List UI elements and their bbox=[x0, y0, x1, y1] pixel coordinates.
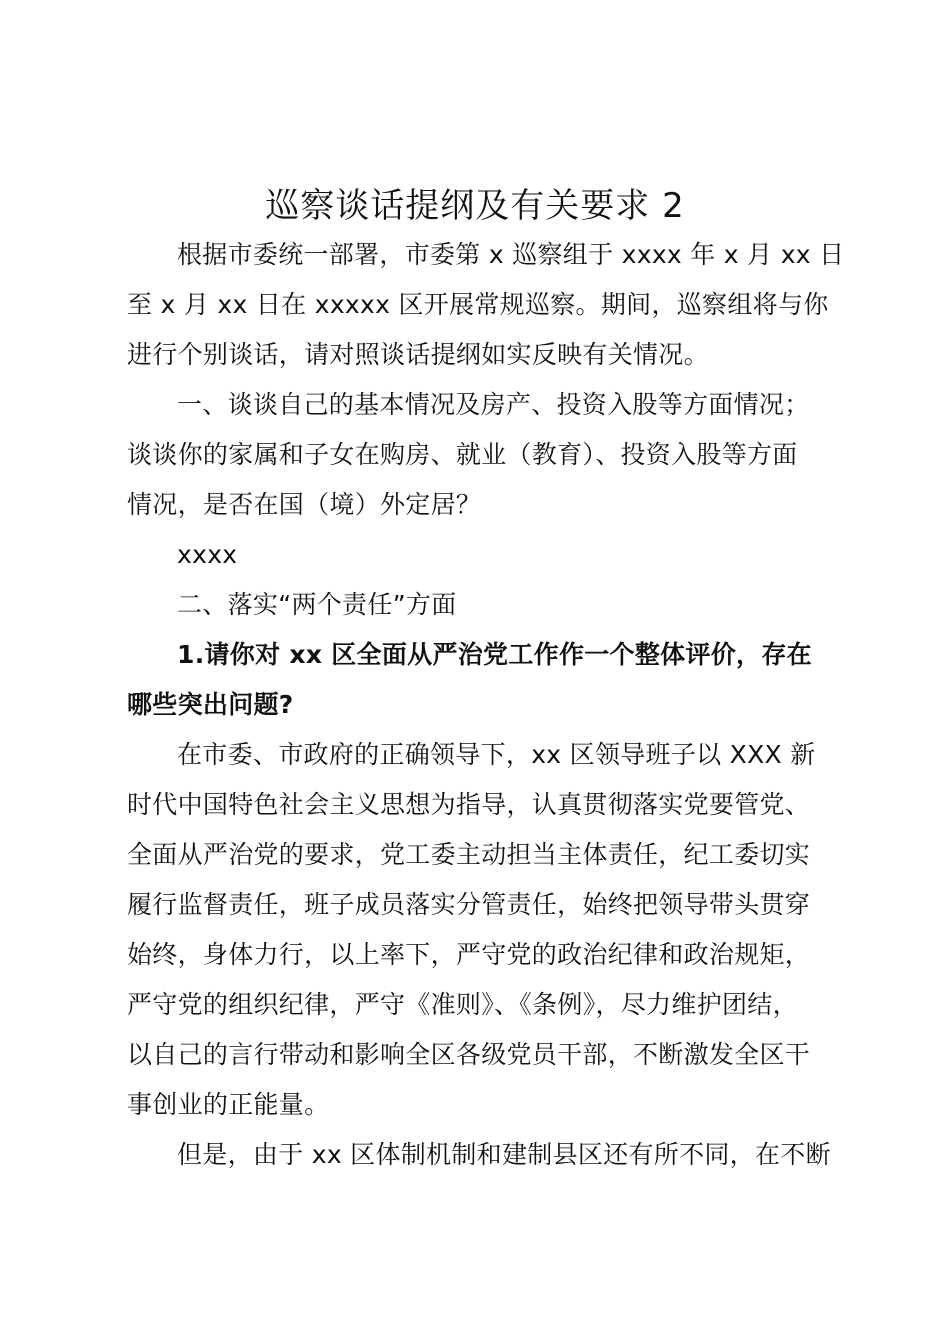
question-heading-line: 哪些突出问题? bbox=[127, 690, 294, 719]
paragraph-line: 以自己的言行带动和影响全区各级党员干部，不断激发全区干 bbox=[127, 1040, 811, 1069]
paragraph-line: 时代中国特色社会主义思想为指导，认真贯彻落实党要管党、 bbox=[127, 790, 811, 819]
paragraph-line: 情况，是否在国（境）外定居？ bbox=[127, 490, 482, 519]
paragraph-line: 进行个别谈话，请对照谈话提纲如实反映有关情况。 bbox=[127, 340, 709, 369]
paragraph-line: 全面从严治党的要求，党工委主动担当主体责任，纪工委切实 bbox=[127, 840, 811, 869]
question-heading-line: 1.请你对 xx 区全面从严治党工作作一个整体评价，存在 bbox=[177, 640, 812, 669]
paragraph-line: 在市委、市政府的正确领导下，xx 区领导班子以 XXX 新 bbox=[177, 740, 816, 769]
section-heading-line: 一、谈谈自己的基本情况及房产、投资入股等方面情况； bbox=[177, 390, 810, 419]
paragraph-line: 严守党的组织纪律，严守《准则》、《条例》，尽力维护团结， bbox=[127, 990, 798, 1019]
paragraph-line: 事创业的正能量。 bbox=[127, 1090, 330, 1119]
document-title: 巡察谈话提纲及有关要求 2 bbox=[265, 186, 685, 226]
paragraph-line: 根据市委统一部署，市委第 x 巡察组于 xxxx 年 x 月 xx 日 bbox=[177, 240, 845, 269]
paragraph-line: 谈谈你的家属和子女在购房、就业（教育）、投资入股等方面 bbox=[127, 440, 798, 469]
placeholder-text: xxxx bbox=[177, 540, 238, 569]
section-heading-line: 二、落实“两个责任”方面 bbox=[177, 590, 457, 619]
paragraph-line: 始终，身体力行，以上率下，严守党的政治纪律和政治规矩， bbox=[127, 940, 811, 969]
paragraph-line: 至 x 月 xx 日在 xxxxx 区开展常规巡察。期间，巡察组将与你 bbox=[127, 290, 829, 319]
paragraph-line: 履行监督责任，班子成员落实分管责任，始终把领导带头贯穿 bbox=[127, 890, 811, 919]
paragraph-line: 但是，由于 xx 区体制机制和建制县区还有所不同，在不断 bbox=[177, 1140, 831, 1169]
